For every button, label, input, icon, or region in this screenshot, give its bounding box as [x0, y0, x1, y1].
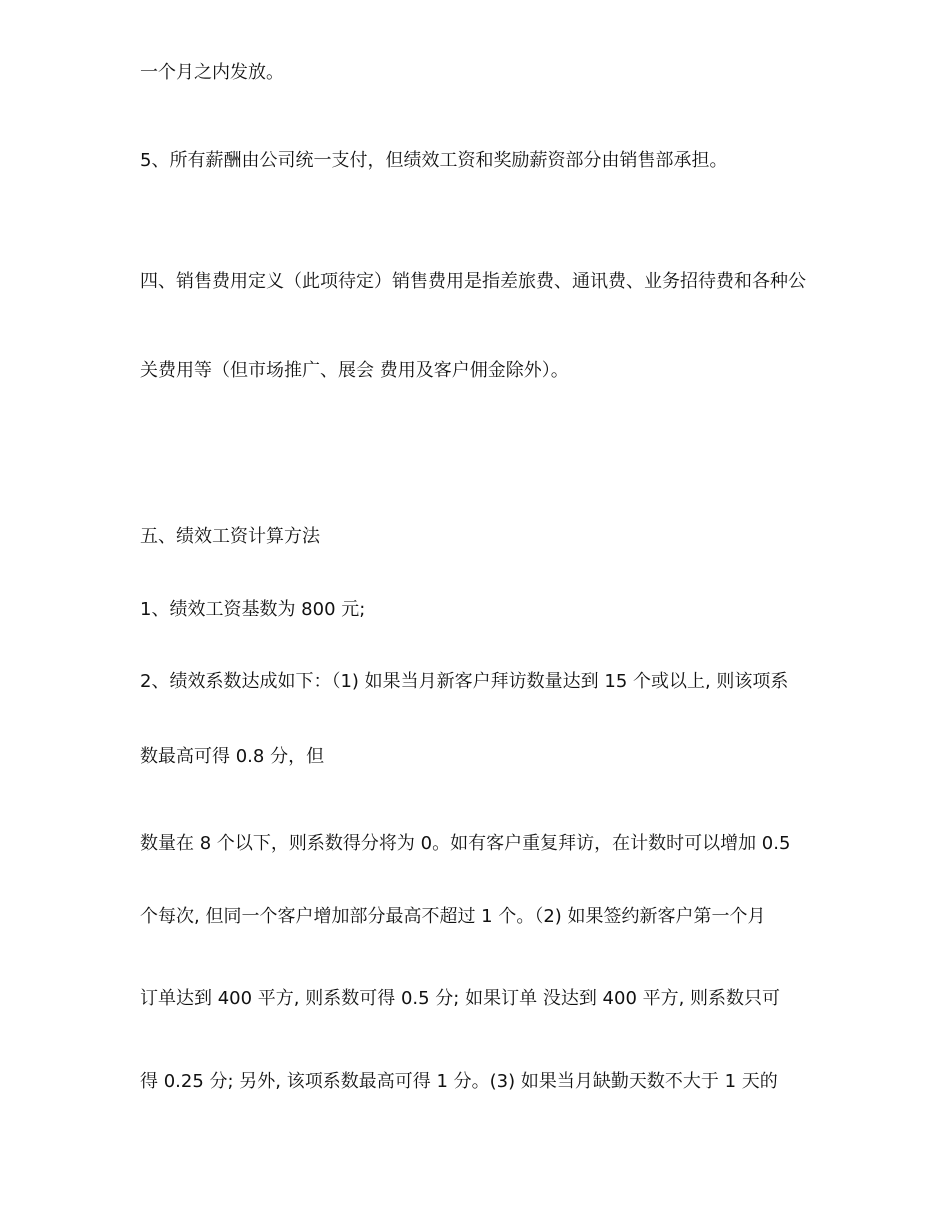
text-line: 一个月之内发放。: [140, 62, 284, 83]
text-line: 个每次, 但同一个客户增加部分最高不超过 1 个。（2) 如果签约新客户第一个月: [140, 906, 766, 927]
text-line: 关费用等（但市场推广、展会 费用及客户佣金除外）。: [140, 360, 569, 381]
text-line: 数量在 8 个以下，则系数得分将为 0。如有客户重复拜访，在计数时可以增加 0.5: [140, 833, 791, 854]
text-line: 5、所有薪酬由公司统一支付，但绩效工资和奖励薪资部分由销售部承担。: [140, 150, 728, 171]
text-line: 数最高可得 0.8 分，但: [140, 746, 325, 767]
section-heading: 五、绩效工资计算方法: [140, 526, 320, 547]
text-line: 1、绩效工资基数为 800 元;: [140, 599, 366, 620]
text-line: 2、绩效系数达成如下：（1) 如果当月新客户拜访数量达到 15 个或以上, 则该项系: [140, 671, 789, 692]
text-line: 订单达到 400 平方, 则系数可得 0.5 分; 如果订单 没达到 400 平方, 则系数只可: [140, 988, 781, 1009]
section-heading-line: 四、销售费用定义（此项待定）销售费用是指差旅费、通讯费、业务招待费和各种公: [140, 271, 806, 292]
text-line: 得 0.25 分; 另外, 该项系数最高可得 1 分。(3) 如果当月缺勤天数不大于 1 天的: [140, 1071, 778, 1092]
